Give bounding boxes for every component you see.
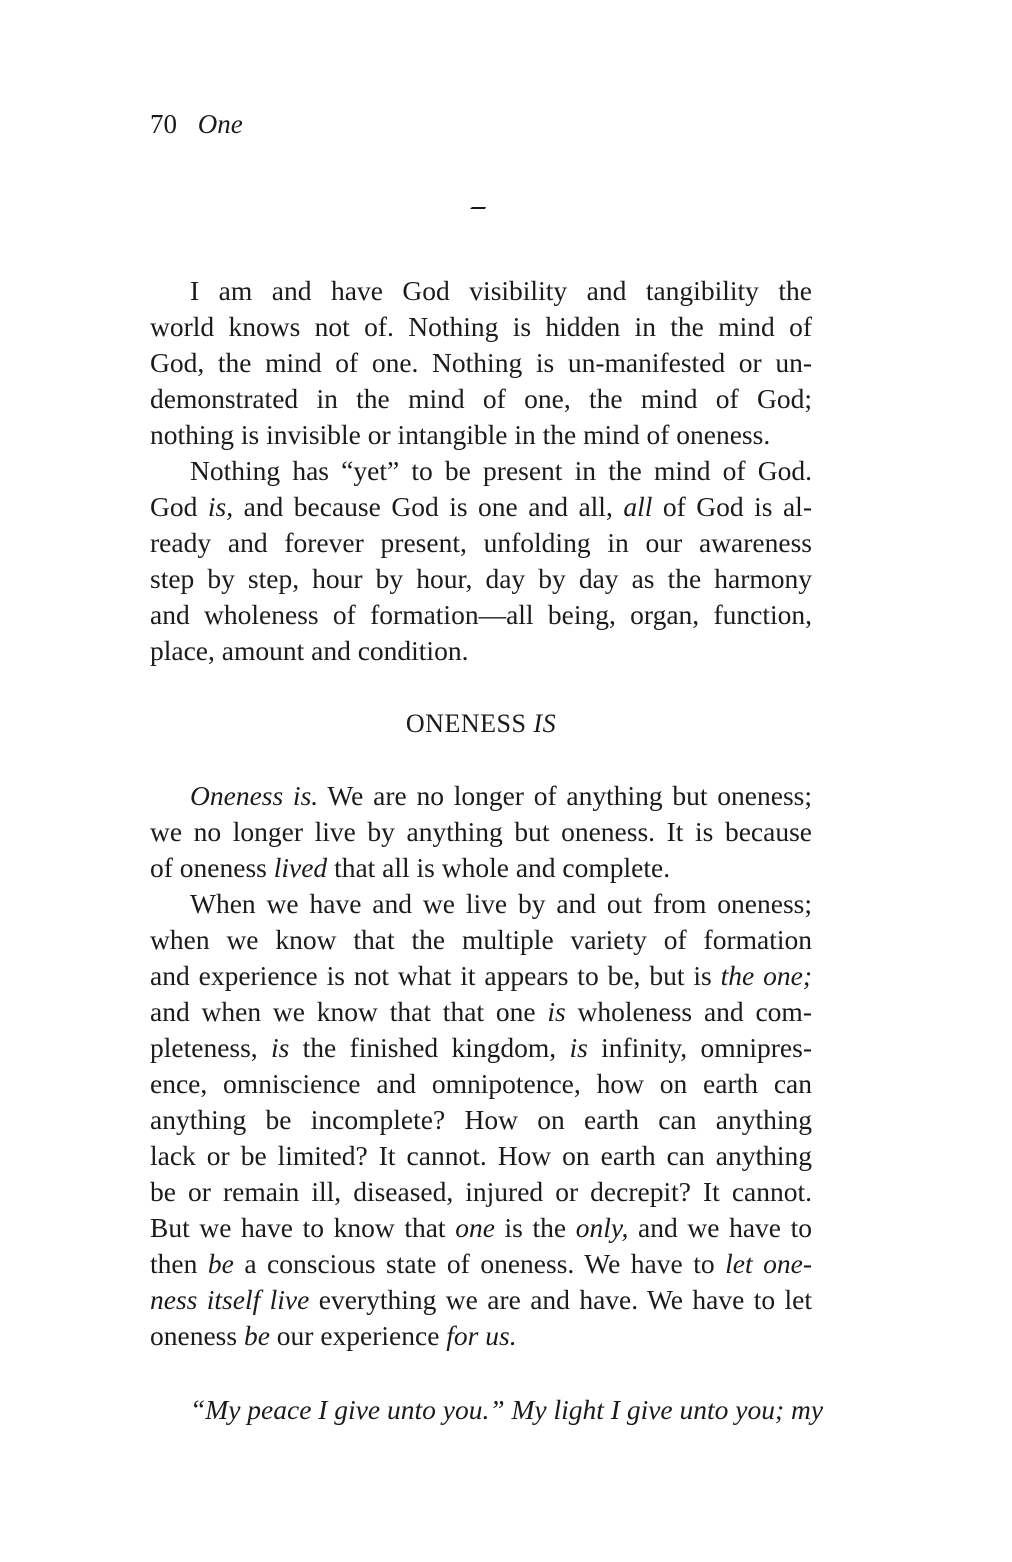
text-line: God, the mind of one. Nothing is un-manifested or un- (150, 347, 812, 378)
text-line: when we know that the multiple variety of formation (150, 924, 812, 955)
text-line: place, amount and condition. (150, 635, 469, 666)
text-line: God is, and because God is one and all, all of God is al- (150, 491, 812, 522)
section-heading-text: ONENESS (405, 709, 534, 738)
section-heading-italic: IS (533, 709, 557, 738)
italic-emphasis: for us. (446, 1320, 517, 1351)
italic-emphasis: is (547, 996, 566, 1027)
closing-quote-line: “My peace I give unto you.” My light I give unto you; my (190, 1394, 824, 1425)
paragraph (150, 886, 812, 1354)
text-line: But we have to know that one is the only, and we have to (150, 1212, 812, 1243)
section-break-ornament-icon (470, 206, 486, 210)
paragraph (150, 273, 812, 453)
closing-quote (150, 1392, 824, 1428)
text-line: and wholeness of formation—all being, organ, function, (150, 599, 812, 630)
text-line: be or remain ill, diseased, injured or decrepit? It cannot. (150, 1176, 812, 1207)
running-head (150, 106, 243, 142)
italic-emphasis: is, (207, 491, 234, 522)
text-line: nothing is invisible or intangible in the mind of oneness. (150, 419, 771, 450)
text-line: of oneness lived that all is whole and complete. (150, 852, 671, 883)
text-line: and when we know that that one is wholeness and com- (150, 996, 812, 1027)
italic-emphasis: let one- (725, 1248, 812, 1279)
text-line: then be a conscious state of oneness. We have to let one- (150, 1248, 812, 1279)
text-line: Nothing has “yet” to be present in the mind of God. (190, 455, 812, 486)
text-line: anything be incomplete? How on earth can anything (150, 1104, 812, 1135)
running-title: One (197, 109, 243, 139)
page-number: 70 (150, 109, 177, 139)
italic-emphasis: only, (575, 1212, 629, 1243)
italic-emphasis: all (623, 491, 653, 522)
paragraph (150, 778, 812, 886)
section-heading (150, 706, 812, 742)
text-line: ready and forever present, unfolding in our awareness (150, 527, 812, 558)
section-one-text (150, 273, 812, 669)
text-line: world knows not of. Nothing is hidden in the mind of (150, 311, 812, 342)
text-line: demonstrated in the mind of one, the mind of God; (150, 383, 812, 414)
italic-emphasis: lived (273, 852, 328, 883)
italic-emphasis: ness itself live (150, 1284, 310, 1315)
italic-emphasis: Oneness is. (190, 780, 319, 811)
italic-emphasis: one (455, 1212, 495, 1243)
text-line: oneness be our experience for us. (150, 1320, 517, 1351)
italic-emphasis: is (569, 1032, 588, 1063)
italic-emphasis: the one; (720, 960, 812, 991)
text-line: I am and have God visibility and tangibility the (190, 275, 812, 306)
text-line: Oneness is. We are no longer of anything but oneness; (190, 780, 812, 811)
text-line: and experience is not what it appears to be, but is the one; (150, 960, 812, 991)
paragraph (150, 453, 812, 669)
text-line: step by step, hour by hour, day by day as the harmony (150, 563, 812, 594)
italic-emphasis: is (271, 1032, 290, 1063)
text-line: ence, omniscience and omnipotence, how on earth can (150, 1068, 812, 1099)
italic-emphasis: be (207, 1248, 234, 1279)
text-line: we no longer live by anything but oneness. It is because (150, 816, 812, 847)
text-line: pleteness, is the finished kingdom, is infinity, omnipres- (150, 1032, 812, 1063)
text-line: When we have and we live by and out from oneness; (190, 888, 812, 919)
italic-emphasis: be (243, 1320, 270, 1351)
text-line: lack or be limited? It cannot. How on earth can anything (150, 1140, 812, 1171)
text-line: ness itself live everything we are and have. We have to let (150, 1284, 812, 1315)
section-two-text (150, 778, 812, 1354)
